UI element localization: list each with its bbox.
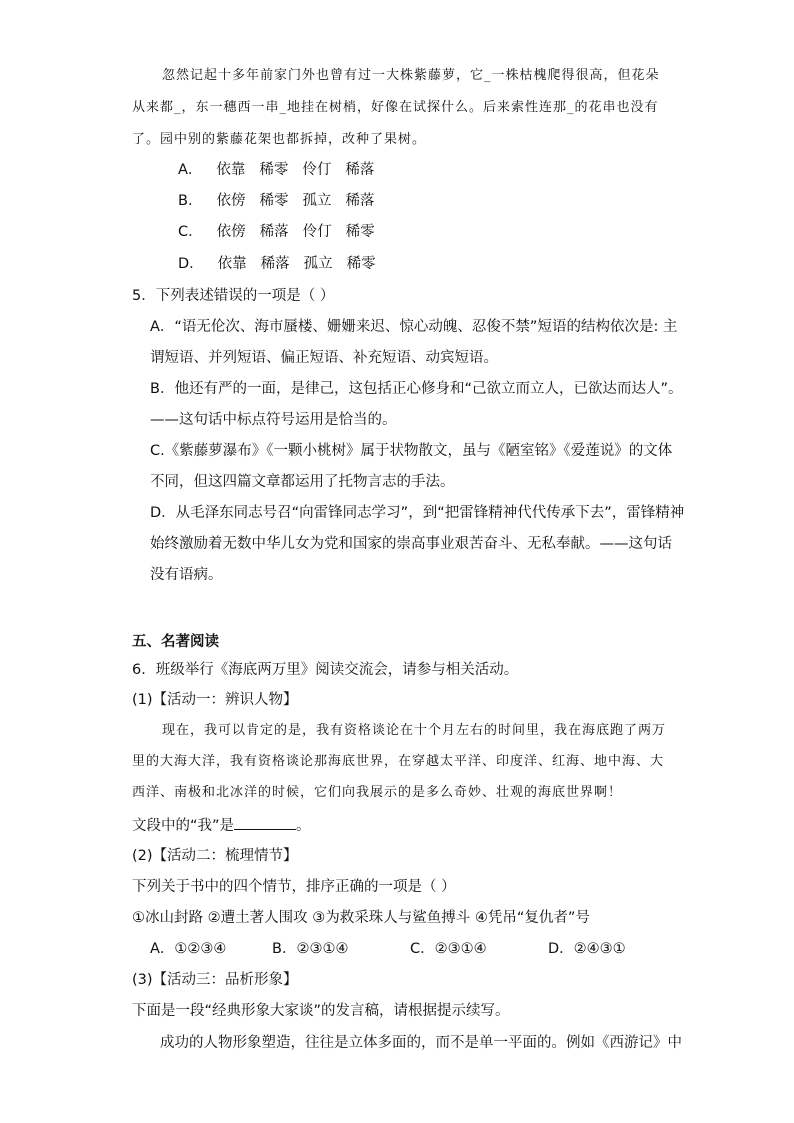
q5-option-c-line-1[interactable]: C.《紫藤萝瀑布》《一颗小桃树》属于状物散文，虽与《陋室铭》《爱莲说》的文体 — [150, 443, 673, 459]
passage-line-3: 了。园中别的紫藤花架也都拆掉，改种了果树。 — [132, 132, 427, 147]
q6-stem: 6．班级举行《海底两万里》阅读交流会，请参与相关活动。 — [132, 662, 519, 678]
activity-3-question: 下面是一段“经典形象大家谈”的发言稿，请根据提示续写。 — [132, 1003, 510, 1019]
passage-line-1: 忽然记起十多年前家门外也曾有过一大株紫藤萝，它_一株枯槐爬得很高，但花朵 — [162, 68, 660, 83]
answer-blank[interactable] — [234, 815, 296, 830]
activity-3-title: (3)【活动三：品析形象】 — [132, 972, 298, 988]
q5-option-b-line-2: ——这句话中标点符号运用是恰当的。 — [150, 412, 397, 428]
activity-2-title: (2)【活动二：梳理情节】 — [132, 848, 298, 864]
activity-2-option-d[interactable]: D．②④③① — [548, 941, 626, 957]
activity-2-option-b[interactable]: B．②③①④ — [272, 941, 349, 957]
q5-option-c-line-2: 不同，但这四篇文章都运用了托物言志的手法。 — [150, 474, 455, 490]
q4-option-a[interactable]: A． 依靠 稀零 伶仃 稀落 — [178, 162, 375, 178]
q4-option-d[interactable]: D． 依靠 稀落 孤立 稀零 — [178, 256, 376, 272]
q5-option-a-line-1[interactable]: A．“语无伦次、海市蜃楼、姗姗来迟、惊心动魄、忍俊不禁”短语的结构依次是: 主 — [150, 319, 678, 335]
activity-3-paragraph-line-1: 成功的人物形象塑造，往往是立体多面的，而不是单一平面的。例如《西游记》中 — [160, 1035, 682, 1051]
q5-stem: 5．下列表述错误的一项是（ ） — [132, 288, 335, 304]
passage-line-2: 从来都_，东一穗西一串_地挂在树梢，好像在试探什么。后来索性连那_的花串也没有 — [132, 100, 659, 115]
activity-2-question: 下列关于书中的四个情节，排序正确的一项是（ ） — [132, 879, 456, 895]
q4-option-c[interactable]: C． 依傍 稀落 伶仃 稀零 — [178, 224, 375, 240]
activity-1-question: 文段中的“我”是 。 — [132, 815, 311, 836]
activity-1-passage-line-2: 里的大海大洋，我有资格谈论那海底世界，在穿越太平洋、印度洋、红海、地中海、大 — [132, 754, 665, 769]
activity-2-items: ①冰山封路 ②遭土著人围攻 ③为救采珠人与鲨鱼搏斗 ④凭吊“复仇者”号 — [132, 910, 590, 926]
activity-2-option-c[interactable]: C．②③①④ — [410, 941, 487, 957]
activity-2-option-a[interactable]: A．①②③④ — [150, 941, 227, 957]
q5-option-b-line-1[interactable]: B．他还有严的一面，是律己，这包括正心修身和“己欲立而立人，已欲达而达人”。 — [150, 381, 683, 397]
q5-option-d-line-3: 没有语病。 — [150, 567, 223, 583]
q5-option-d-line-2: 始终激励着无数中华儿女为党和国家的崇高事业艰苦奋斗、无私奉献。——这句话 — [150, 536, 672, 552]
q5-option-d-line-1[interactable]: D．从毛泽东同志号召“向雷锋同志学习”，到“把雷锋精神代代传承下去”，雷锋精神 — [150, 505, 685, 521]
section-heading: 五、名著阅读 — [132, 634, 219, 650]
q5-option-a-line-2: 谓短语、并列短语、偏正短语、补充短语、动宾短语。 — [150, 350, 498, 366]
activity-1-passage-line-1: 现在，我可以肯定的是，我有资格谈论在十个月左右的时间里，我在海底跑了两万 — [162, 723, 667, 738]
activity-1-title: (1)【活动一：辨识人物】 — [132, 692, 298, 708]
activity-1-passage-line-3: 西洋、南极和北冰洋的时候，它们向我展示的是多么奇妙、壮观的海底世界啊！ — [132, 785, 623, 800]
q4-option-b[interactable]: B． 依傍 稀零 孤立 稀落 — [178, 193, 375, 209]
